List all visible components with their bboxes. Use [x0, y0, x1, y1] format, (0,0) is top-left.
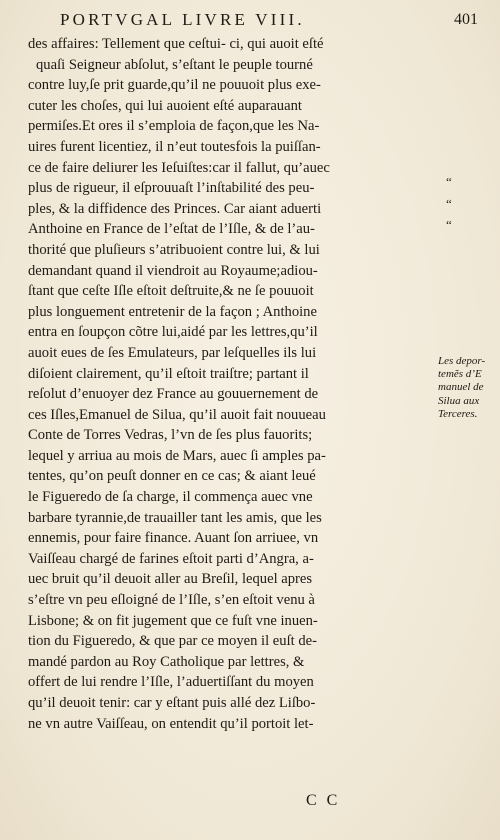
text-line: ples, & la diffidence des Princes. Car aiant aduerti [28, 200, 322, 217]
text-line: permiſes.Et ores il s’emploia de façon,que les Na- [28, 118, 320, 135]
text-line: entra en ſoupçon cõtre lui,aidé par les lettres,qu’il [28, 324, 318, 341]
text-line: ſtant que ceſte Iſle eſtoit deſtruite,& ne ſe pouuoit [28, 283, 314, 300]
text-line: cuter les choſes, qui lui auoient eſté auparauant [28, 97, 302, 114]
quotation-mark: “ [446, 217, 452, 232]
text-line: ne vn autre Vaiſſeau, on entendit qu’il portoit let- [28, 715, 314, 732]
margin-note-line: temẽs d’E [438, 368, 482, 381]
text-line: ce de faire deliurer les Ieſuiſtes:car il fallut, qu’auec [28, 159, 330, 176]
running-title: PORTVGAL LIVRE VIII. [60, 10, 305, 29]
text-line: plus de rigueur, il eſprouuaſt l’inſtabilité des peu- [28, 180, 315, 197]
text-line: diſoient clairement, qu’il eſtoit traiſtre; partant il [28, 365, 309, 382]
signature-mark: C C [306, 792, 341, 809]
text-line: barbare tyrannie,de trauailler tant les amis, que les [28, 509, 322, 526]
text-line: lequel y arriua au mois de Mars, auec ſi amples pa- [28, 447, 326, 464]
quotation-mark: “ [446, 174, 452, 189]
text-line: contre luy,ſe prit guarde,qu’il ne pouuoit plus exe- [28, 77, 321, 94]
text-line: ennemis, pour faire finance. Auant ſon arriuee, vn [28, 530, 319, 547]
text-line: thorité que pluſieurs s’atribuoient contre lui, & lui [28, 241, 320, 258]
text-line: demandant quand il viendroit au Royaume;adiou- [28, 262, 318, 279]
text-line: Vaiſſeau chargé de farines eſtoit parti d’Angra, a- [28, 550, 314, 567]
text-line: ces Iſles,Emanuel de Silua, qu’il auoit fait nouueau [28, 406, 326, 423]
page-header [60, 10, 482, 34]
text-line: Anthoine en France de l’eſtat de l’Iſle, & de l’au- [28, 221, 315, 238]
text-line: tion du Figueredo, & que par ce moyen il euſt de- [28, 633, 317, 650]
margin-note-line: manuel de [438, 381, 484, 394]
text-line: uires furent licentiez, il n’eut toutesfois la puiſſan- [28, 138, 321, 155]
page-number: 401 [454, 11, 478, 28]
margin-note [438, 355, 500, 421]
text-line: le Figueredo de ſa charge, il commença auec vne [28, 489, 313, 506]
text-line: mandé pardon au Roy Catholique par lettres, & [28, 653, 305, 670]
text-line: uec bruit qu’il deuoit aller au Breſil, lequel apres [28, 571, 313, 588]
margin-note-line: Silua aux [438, 394, 480, 407]
text-line: auoit eues de ſes Emulateurs, par leſquelles ils lui [28, 344, 317, 361]
text-line: offert de lui rendre l’Iſle, l’aduertiſſant du moyen [28, 674, 314, 691]
text-line: plus longuement entretenir de la façon ; Anthoine [28, 303, 317, 320]
margin-note-line: Les depor- [438, 355, 486, 367]
text-line: qu’il deuoit tenir: car y eſtant puis allé dez Liſbo- [28, 695, 316, 711]
quotation-mark: “ [446, 196, 452, 211]
text-line: reſolut d’enuoyer dez France au gouuernement de [28, 386, 319, 403]
text-line: tentes, qu’on peuſt donner en ce cas; & aiant leué [28, 468, 316, 485]
margin-note-line: Terceres. [438, 407, 478, 420]
text-line: s’eſtre vn peu eſloigné de l’Iſle, s’en eſtoit venu à [28, 592, 315, 609]
text-line: Lisbone; & on fit jugement que ce fuſt vne inuen- [28, 612, 318, 629]
text-line: Conte de Torres Vedras, l’vn de ſes plus fauorits; [28, 427, 313, 444]
text-line: des affaires: Tellement que ceſtui- ci, qui auoit eſté [28, 36, 324, 52]
body-text [28, 34, 432, 734]
text-line: quaſi Seigneur abſolut, s’eſtant le peuple tourné [36, 56, 313, 73]
